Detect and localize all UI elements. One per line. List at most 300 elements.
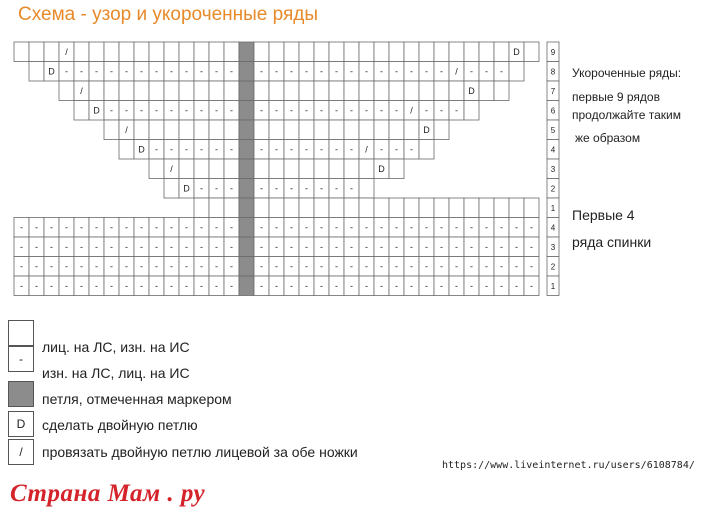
chart-cell <box>419 81 434 101</box>
chart-cell <box>209 81 224 101</box>
chart-cell <box>374 198 389 218</box>
chart-cell <box>479 42 494 62</box>
cell-symbol: - <box>125 222 128 233</box>
chart-cell <box>269 198 284 218</box>
cell-symbol: - <box>155 280 158 291</box>
chart-cell <box>134 81 149 101</box>
chart-cell <box>374 81 389 101</box>
chart-cell <box>224 120 239 140</box>
cell-symbol: - <box>485 261 488 272</box>
cell-symbol: - <box>290 222 293 233</box>
cell-symbol: D <box>423 124 430 135</box>
chart-cell <box>509 198 524 218</box>
chart-cell <box>314 42 329 62</box>
chart-cell <box>434 198 449 218</box>
chart-cell <box>284 81 299 101</box>
cell-symbol: D <box>468 85 475 96</box>
chart-cell <box>14 42 29 62</box>
chart-cell <box>149 159 164 179</box>
source-url: https://www.liveinternet.ru/users/6108784/ <box>442 460 695 471</box>
row-number: 2 <box>550 262 556 272</box>
chart-cell <box>314 198 329 218</box>
cell-symbol: - <box>395 105 398 116</box>
cell-symbol: - <box>320 105 323 116</box>
cell-symbol: - <box>155 144 158 155</box>
chart-cell <box>209 198 224 218</box>
cell-symbol: - <box>230 280 233 291</box>
cell-symbol: D <box>48 66 55 77</box>
cell-symbol: / <box>125 124 128 135</box>
cell-symbol: - <box>125 241 128 252</box>
back-rows-note-line1: Первые 4 <box>572 207 635 223</box>
cell-symbol: - <box>320 66 323 77</box>
chart-cell <box>209 120 224 140</box>
chart-cell <box>494 42 509 62</box>
cell-symbol: - <box>140 222 143 233</box>
cell-symbol: - <box>380 144 383 155</box>
cell-symbol: - <box>215 241 218 252</box>
chart-cell <box>299 120 314 140</box>
cell-symbol: - <box>365 222 368 233</box>
chart-cell <box>344 81 359 101</box>
cell-symbol: - <box>515 280 518 291</box>
cell-symbol: - <box>335 222 338 233</box>
chart-cell <box>434 120 449 140</box>
chart-cell <box>254 198 269 218</box>
cell-symbol: - <box>80 66 83 77</box>
marker-stitch <box>239 62 254 82</box>
cell-symbol: - <box>110 280 113 291</box>
cell-symbol: - <box>215 280 218 291</box>
cell-symbol: - <box>260 105 263 116</box>
cell-symbol: - <box>275 105 278 116</box>
chart-cell <box>344 120 359 140</box>
chart-cell <box>344 159 359 179</box>
chart-cell <box>269 81 284 101</box>
cell-symbol: - <box>515 241 518 252</box>
cell-symbol: - <box>80 241 83 252</box>
cell-symbol: - <box>170 105 173 116</box>
row-number: 3 <box>550 164 556 174</box>
cell-symbol: - <box>155 241 158 252</box>
chart-cell <box>344 198 359 218</box>
cell-symbol: - <box>350 222 353 233</box>
cell-symbol: - <box>275 66 278 77</box>
chart-cell <box>404 120 419 140</box>
cell-symbol: - <box>395 66 398 77</box>
chart-cell <box>404 42 419 62</box>
cell-symbol: - <box>500 241 503 252</box>
cell-symbol: - <box>20 222 23 233</box>
chart-cell <box>449 81 464 101</box>
chart-cell <box>524 198 539 218</box>
site-logo: Страна Мам . ру <box>10 480 206 507</box>
chart-cell <box>119 140 134 160</box>
cell-symbol: - <box>125 261 128 272</box>
chart-cell <box>284 159 299 179</box>
chart-cell <box>374 120 389 140</box>
cell-symbol: - <box>365 261 368 272</box>
cell-symbol: - <box>365 241 368 252</box>
cell-symbol: - <box>290 183 293 194</box>
chart-cell <box>149 81 164 101</box>
chart-cell <box>299 42 314 62</box>
cell-symbol: - <box>35 222 38 233</box>
chart-cell <box>419 42 434 62</box>
chart-cell <box>479 198 494 218</box>
cell-symbol: - <box>305 261 308 272</box>
chart-cell <box>344 42 359 62</box>
cell-symbol: - <box>485 241 488 252</box>
cell-symbol: - <box>515 222 518 233</box>
cell-symbol: / <box>80 85 83 96</box>
cell-symbol: - <box>455 105 458 116</box>
chart-cell <box>74 42 89 62</box>
chart-cell <box>269 159 284 179</box>
cell-symbol: - <box>320 183 323 194</box>
cell-symbol: - <box>200 183 203 194</box>
cell-symbol: - <box>440 222 443 233</box>
cell-symbol: - <box>425 66 428 77</box>
cell-symbol: - <box>335 144 338 155</box>
chart-cell <box>284 42 299 62</box>
cell-symbol: - <box>320 280 323 291</box>
chart-cell <box>389 120 404 140</box>
chart-cell <box>119 42 134 62</box>
cell-symbol: - <box>230 183 233 194</box>
cell-symbol: / <box>455 66 458 77</box>
cell-symbol: - <box>410 261 413 272</box>
cell-symbol: - <box>125 66 128 77</box>
cell-symbol: - <box>320 261 323 272</box>
chart-cell <box>329 198 344 218</box>
legend-text-purl: изн. на ЛС, лиц. на ИС <box>42 365 190 381</box>
cell-symbol: - <box>515 261 518 272</box>
cell-symbol: - <box>500 261 503 272</box>
short-rows-note-line2: продолжайте таким <box>572 108 682 122</box>
chart-cell <box>329 120 344 140</box>
cell-symbol: - <box>140 280 143 291</box>
cell-symbol: - <box>485 222 488 233</box>
cell-symbol: - <box>350 261 353 272</box>
chart-cell <box>464 42 479 62</box>
cell-symbol: - <box>395 241 398 252</box>
cell-symbol: - <box>110 261 113 272</box>
chart-cell <box>359 120 374 140</box>
cell-symbol: - <box>260 222 263 233</box>
cell-symbol: - <box>305 144 308 155</box>
cell-symbol: - <box>335 105 338 116</box>
row-number: 1 <box>550 281 556 291</box>
cell-symbol: - <box>215 222 218 233</box>
chart-cell <box>479 81 494 101</box>
cell-symbol: - <box>500 222 503 233</box>
cell-symbol: - <box>215 105 218 116</box>
chart-cell <box>194 81 209 101</box>
chart-cell <box>359 42 374 62</box>
cell-symbol: - <box>275 183 278 194</box>
cell-symbol: - <box>170 144 173 155</box>
cell-symbol: - <box>110 66 113 77</box>
marker-stitch <box>239 276 254 296</box>
chart-cell <box>104 42 119 62</box>
cell-symbol: - <box>305 241 308 252</box>
row-number: 4 <box>550 145 556 155</box>
cell-symbol: - <box>185 261 188 272</box>
legend-text-knit: лиц. на ЛС, изн. на ИС <box>42 339 190 355</box>
chart-cell <box>329 81 344 101</box>
marker-stitch <box>239 159 254 179</box>
cell-symbol: - <box>65 241 68 252</box>
chart-cell <box>254 120 269 140</box>
cell-symbol: - <box>455 280 458 291</box>
cell-symbol: - <box>410 222 413 233</box>
cell-symbol: - <box>530 241 533 252</box>
cell-symbol: - <box>335 66 338 77</box>
cell-symbol: - <box>125 105 128 116</box>
chart-cell <box>29 62 44 82</box>
cell-symbol: - <box>410 66 413 77</box>
cell-symbol: - <box>155 66 158 77</box>
cell-symbol: - <box>155 105 158 116</box>
cell-symbol: - <box>35 241 38 252</box>
chart-cell <box>434 81 449 101</box>
cell-symbol: - <box>350 280 353 291</box>
cell-symbol: - <box>350 144 353 155</box>
cell-symbol: - <box>380 280 383 291</box>
cell-symbol: - <box>425 261 428 272</box>
cell-symbol: - <box>215 66 218 77</box>
cell-symbol: - <box>50 241 53 252</box>
chart-cell <box>284 120 299 140</box>
cell-symbol: - <box>320 241 323 252</box>
row-number: 5 <box>550 125 556 135</box>
chart-cell <box>419 140 434 160</box>
cell-symbol: - <box>395 280 398 291</box>
marker-stitch <box>239 81 254 101</box>
cell-symbol: - <box>380 66 383 77</box>
marker-stitch <box>239 237 254 257</box>
cell-symbol: - <box>200 66 203 77</box>
cell-symbol: - <box>470 66 473 77</box>
marker-stitch <box>239 42 254 62</box>
cell-symbol: - <box>230 241 233 252</box>
cell-symbol: - <box>440 241 443 252</box>
cell-symbol: - <box>410 280 413 291</box>
chart-cell <box>134 42 149 62</box>
cell-symbol: - <box>425 280 428 291</box>
cell-symbol: - <box>185 144 188 155</box>
cell-symbol: - <box>110 105 113 116</box>
cell-symbol: - <box>485 280 488 291</box>
cell-symbol: - <box>260 241 263 252</box>
chart-cell <box>314 120 329 140</box>
chart-cell <box>299 159 314 179</box>
legend-text-double-stitch: сделать двойную петлю <box>42 417 198 433</box>
chart-cell <box>404 198 419 218</box>
cell-symbol: / <box>365 144 368 155</box>
chart-cell <box>149 120 164 140</box>
cell-symbol: - <box>305 222 308 233</box>
cell-symbol: - <box>440 66 443 77</box>
chart-cell <box>254 42 269 62</box>
chart-cell <box>434 42 449 62</box>
chart-cell <box>494 81 509 101</box>
marker-stitch <box>239 140 254 160</box>
cell-symbol: - <box>290 261 293 272</box>
chart-cell <box>449 198 464 218</box>
cell-symbol: - <box>410 144 413 155</box>
chart-cell <box>29 42 44 62</box>
cell-symbol: - <box>485 66 488 77</box>
cell-symbol: - <box>215 261 218 272</box>
cell-symbol: - <box>35 280 38 291</box>
chart-cell <box>164 81 179 101</box>
short-rows-note-line1: первые 9 рядов <box>572 90 660 104</box>
row-number: 6 <box>550 106 556 116</box>
cell-symbol: - <box>275 280 278 291</box>
cell-symbol: - <box>395 144 398 155</box>
chart-cell <box>419 198 434 218</box>
cell-symbol: - <box>110 241 113 252</box>
chart-cell <box>104 81 119 101</box>
cell-symbol: - <box>260 183 263 194</box>
cell-symbol: - <box>260 66 263 77</box>
cell-symbol: / <box>65 46 68 57</box>
legend-swatch-slash: / <box>8 439 34 465</box>
cell-symbol: - <box>320 222 323 233</box>
cell-symbol: - <box>425 241 428 252</box>
row-number: 1 <box>550 203 556 213</box>
cell-symbol: D <box>513 46 520 57</box>
chart-cell <box>464 198 479 218</box>
cell-symbol: - <box>350 66 353 77</box>
row-number: 2 <box>550 184 556 194</box>
legend-swatch-double-stitch: D <box>8 411 34 437</box>
chart-cell <box>404 81 419 101</box>
cell-symbol: - <box>185 241 188 252</box>
chart-cell <box>104 120 119 140</box>
cell-symbol: - <box>335 280 338 291</box>
marker-stitch <box>239 101 254 121</box>
chart-cell <box>509 62 524 82</box>
cell-symbol: - <box>65 66 68 77</box>
cell-symbol: - <box>200 280 203 291</box>
row-number: 3 <box>550 242 556 252</box>
cell-symbol: D <box>138 144 145 155</box>
cell-symbol: - <box>470 261 473 272</box>
cell-symbol: - <box>455 261 458 272</box>
cell-symbol: - <box>290 144 293 155</box>
cell-symbol: - <box>80 261 83 272</box>
short-rows-note-line3: же образом <box>575 131 641 145</box>
chart-cell <box>269 120 284 140</box>
chart-cell <box>329 42 344 62</box>
cell-symbol: - <box>185 222 188 233</box>
cell-symbol: - <box>275 261 278 272</box>
cell-symbol: - <box>335 183 338 194</box>
chart-cell <box>389 42 404 62</box>
cell-symbol: D <box>93 105 100 116</box>
cell-symbol: - <box>230 261 233 272</box>
chart-cell <box>374 42 389 62</box>
chart-cell <box>359 179 374 199</box>
chart-cell <box>209 42 224 62</box>
chart-cell <box>524 42 539 62</box>
row-number: 7 <box>550 86 556 96</box>
chart-cell <box>224 198 239 218</box>
cell-symbol: - <box>500 280 503 291</box>
cell-symbol: - <box>140 241 143 252</box>
chart-cell <box>359 159 374 179</box>
cell-symbol: - <box>260 261 263 272</box>
cell-symbol: - <box>185 280 188 291</box>
chart-cell <box>164 42 179 62</box>
chart-cell <box>284 198 299 218</box>
cell-symbol: - <box>155 261 158 272</box>
cell-symbol: / <box>410 105 413 116</box>
cell-symbol: - <box>140 261 143 272</box>
cell-symbol: - <box>365 66 368 77</box>
cell-symbol: - <box>80 222 83 233</box>
chart-cell <box>314 81 329 101</box>
chart-cell <box>464 101 479 121</box>
cell-symbol: - <box>470 280 473 291</box>
marker-stitch <box>239 257 254 277</box>
cell-symbol: - <box>530 222 533 233</box>
cell-symbol: - <box>215 144 218 155</box>
chart-cell <box>74 101 89 121</box>
cell-symbol: - <box>410 241 413 252</box>
cell-symbol: - <box>425 222 428 233</box>
chart-cell <box>299 81 314 101</box>
chart-cell <box>194 198 209 218</box>
chart-cell <box>89 81 104 101</box>
cell-symbol: - <box>335 261 338 272</box>
cell-symbol: / <box>170 163 173 174</box>
cell-symbol: - <box>365 280 368 291</box>
cell-symbol: - <box>455 222 458 233</box>
chart-cell <box>359 198 374 218</box>
legend-swatch-knit <box>8 320 34 346</box>
chart-cell <box>179 120 194 140</box>
cell-symbol: - <box>260 144 263 155</box>
cell-symbol: - <box>425 105 428 116</box>
cell-symbol: - <box>290 105 293 116</box>
cell-symbol: - <box>305 66 308 77</box>
cell-symbol: - <box>20 241 23 252</box>
cell-symbol: - <box>230 105 233 116</box>
cell-symbol: - <box>305 183 308 194</box>
row-number: 8 <box>550 67 556 77</box>
chart-cell <box>209 159 224 179</box>
cell-symbol: - <box>140 66 143 77</box>
chart-cell <box>269 42 284 62</box>
cell-symbol: - <box>350 105 353 116</box>
cell-symbol: - <box>170 66 173 77</box>
cell-symbol: - <box>185 105 188 116</box>
cell-symbol: - <box>455 241 458 252</box>
chart-cell <box>314 159 329 179</box>
cell-symbol: - <box>290 280 293 291</box>
row-number: 4 <box>550 223 556 233</box>
cell-symbol: - <box>230 222 233 233</box>
cell-symbol: - <box>395 222 398 233</box>
chart-cell <box>164 120 179 140</box>
cell-symbol: - <box>305 105 308 116</box>
chart-cell <box>89 42 104 62</box>
chart-cell <box>389 81 404 101</box>
